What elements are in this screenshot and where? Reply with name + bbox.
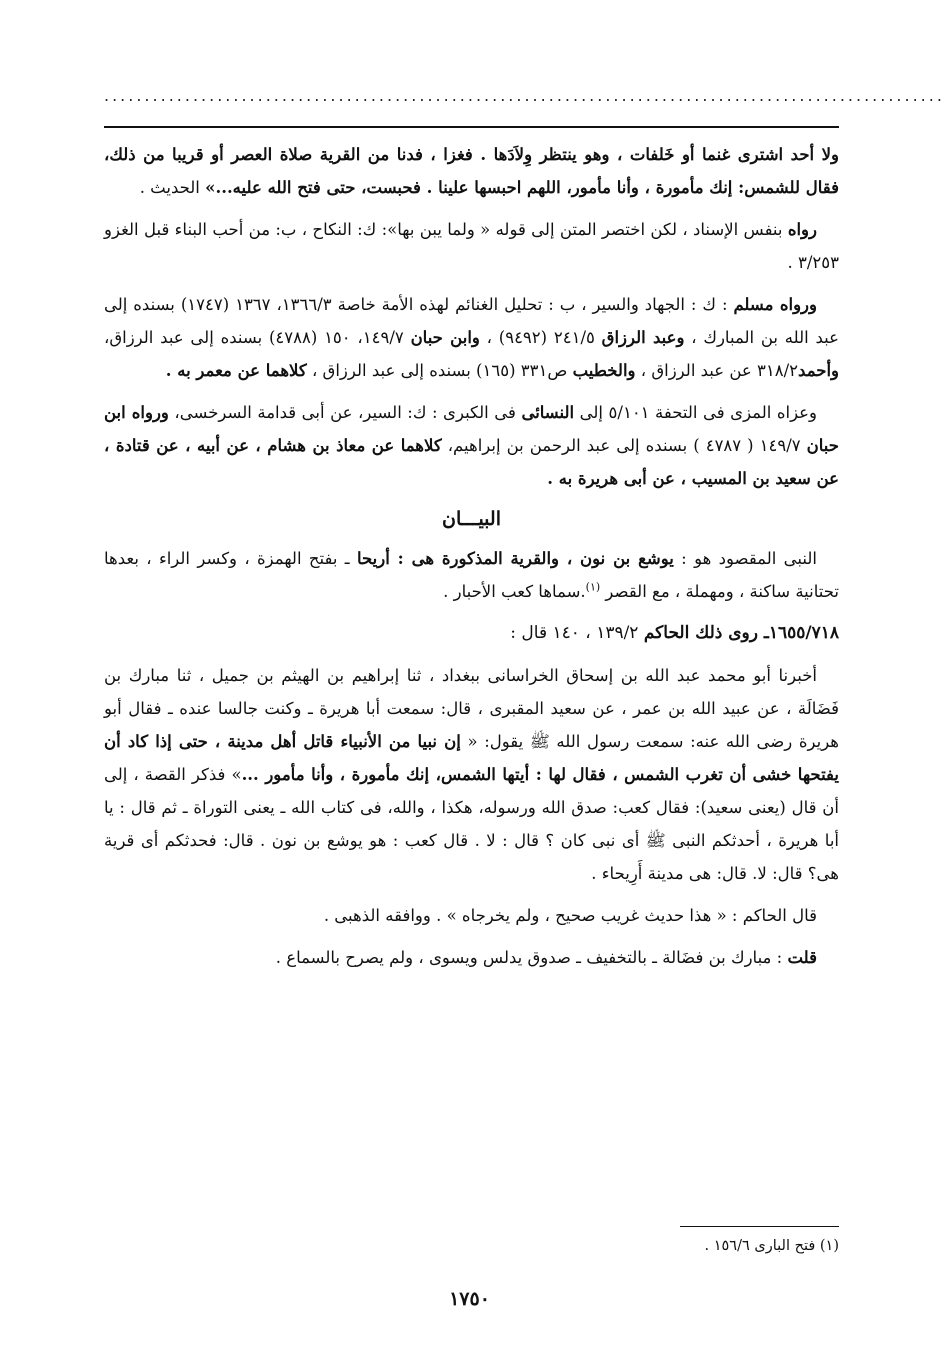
footnote-marker: (١) <box>585 580 601 594</box>
bayan-text-2: ـ بفتح الهمزة ، وكسر الراء ، بعدها تحتانية ساكنة ، ومهملة ، مع القصر <box>104 549 839 601</box>
comment-lead: قلت <box>787 948 817 967</box>
isnad-text: أخبرنا أبو محمد عبد الله بن إسحاق الخراسانى ببغداد ، ثنا إبراهيم بن الهيثم بن جميل ، ثنا مبارك بن فَضَالَة ، عن عبيد الله بن عمر ، عن سعيد المقبرى ، قال: سمعت أبا هريرة ـ وكنت جالسا عنده ـ فقال أبو هريرة رضى الله عنه: سمعت رسول الله ﷺ يقول: « <box>104 666 839 751</box>
paragraph-riwaya <box>104 213 839 279</box>
hadith-tail: الحديث . <box>139 178 206 197</box>
paragraph-hakim-verdict <box>104 899 839 932</box>
muslim-text-5: ص٣٣١ (١٦٥) بسنده إلى عبد الرزاق ، <box>306 361 573 380</box>
mizzi-text-3: ١٤٩/٧ ( ٤٧٨٧ ) بسنده إلى عبد الرحمن بن إبراهيم، <box>441 436 807 455</box>
khatib-name: والخطيب <box>572 361 636 380</box>
section-heading-text: البيـــان <box>442 508 501 530</box>
ahmad-name: وأحمد <box>798 361 839 380</box>
footnote-rule <box>680 1226 839 1227</box>
hadith-number-ref: ١٣٩/٢ ، ١٤٠ قال : <box>510 623 644 643</box>
comment-text: : مبارك بن فضَالة ـ بالتخفيف ـ صدوق يدلس ويسوى ، ولم يصرح بالسماع . <box>275 948 788 967</box>
muslim-conclusion: كلاهما عن معمر به . <box>165 361 307 380</box>
abdulrazzaq-name: وعبد الرزاق <box>601 328 685 347</box>
muslim-lead: ورواه مسلم <box>733 295 817 314</box>
matn-text: إن نبيا من الأنبياء قاتل أهل مدينة ، حتى إذا كاد أن يفتحها خشى أن تغرب الشمس ، فقال لها : أيتها الشمس، إنك مأمورة ، وأنا مأمور ... <box>104 732 839 784</box>
hakim-verdict: قال الحاكم : « هذا حديث غريب صحيح ، ولم يخرجاه » . ووافقه الذهبى . <box>323 906 817 925</box>
muslim-text-3: ١٤٩/٧، ١٥٠ (٤٧٨٨) بسنده إلى عبد الرزاق، <box>104 328 411 347</box>
paragraph-bayan <box>104 542 839 608</box>
paragraph-comment <box>104 941 839 974</box>
paragraph-muslim <box>104 288 839 387</box>
ibnhibban-lead: ورواه ابن حبان <box>104 403 839 455</box>
footnote: (١) فتح البارى ١٥٦/٦ . <box>704 1238 839 1254</box>
bayan-text-1: النبى المقصود هو : <box>673 549 817 568</box>
muslim-text-4: ٣١٨/٢ عن عبد الرزاق ، <box>635 361 799 380</box>
section-heading <box>104 504 839 534</box>
mizzi-conclusion: كلاهما عن معاذ بن هشام ، عن أبيه ، عن قتادة ، عن سعيد بن المسيب ، عن أبى هريرة به . <box>104 436 839 488</box>
ibnhibban-name: وابن حبان <box>410 328 480 347</box>
paragraph-hadith-end <box>104 138 839 204</box>
paragraph-hadith-number <box>104 617 839 650</box>
bayan-text-3: .سماها كعب الأحبار . <box>443 582 586 601</box>
main-text <box>104 138 839 983</box>
muslim-text-1: : ك : الجهاد والسير ، ب : تحليل الغنائم لهذه الأمة خاصة ١٣٦٦/٣، ١٣٦٧ (١٧٤٧) بسنده إلى عبد الله بن المبارك ، <box>104 295 839 347</box>
mizzi-text-2: فى الكبرى : ك: السير، عن أبى قدامة السرخسى، <box>168 403 522 422</box>
paragraph-hakim-isnad <box>104 659 839 890</box>
story-text: » فذكر القصة ، إلى أن قال (يعنى سعيد): فقال كعب: صدق الله ورسوله، هكذا ، والله، فى كتاب الله ـ يعنى التوراة ـ ثم قال : يا أبا هريرة ، أحدثكم النبى ﷺ أى نبى كان ؟ قال : لا . قال كعب : هو يوشع بن نون . قال: فحدثكم أى قرية هى؟ قال: لا. قال: هى مدينة أَرِيحاء . <box>104 765 839 883</box>
muslim-text-2: ٢٤١/٥ (٩٤٩٢) ، <box>479 328 602 347</box>
bayan-names: يوشع بن نون ، والقرية المذكورة هى : أريحا <box>356 549 674 568</box>
paragraph-mizzi <box>104 396 839 495</box>
nasai-name: النسائى <box>521 403 575 422</box>
header-rule <box>104 126 839 128</box>
page-number: ١٧٥٠ <box>449 1288 490 1310</box>
mizzi-text-1: وعزاه المزى فى التحفة ٥/١٠١ إلى <box>574 403 817 422</box>
riwaya-text: بنفس الإسناد ، لكن اختصر المتن إلى قوله « ولما يبن بها»: ك: النكاح ، ب: من أحب البناء قبل الغزو ٣/٢٥٣ . <box>104 220 839 272</box>
riwaya-lead: رواه <box>787 220 817 239</box>
hadith-text: ولا أحد اشترى غنما أو خَلفات ، وهو ينتظر وِلاَدَها . فغزا ، فدنا من القرية صلاة العصر أو قريبا من ذلك، فقال للشمس: إنك مأمورة ، وأنا مأمور، اللهم احبسها علينا . فحبست، حتى فتح الله عليه...» <box>104 145 839 197</box>
hadith-number-lead: ١٦٥٥/٧١٨ـ روى ذلك الحاكم <box>643 623 839 643</box>
header-dotted-line: ........................................................................................................ <box>104 86 945 105</box>
